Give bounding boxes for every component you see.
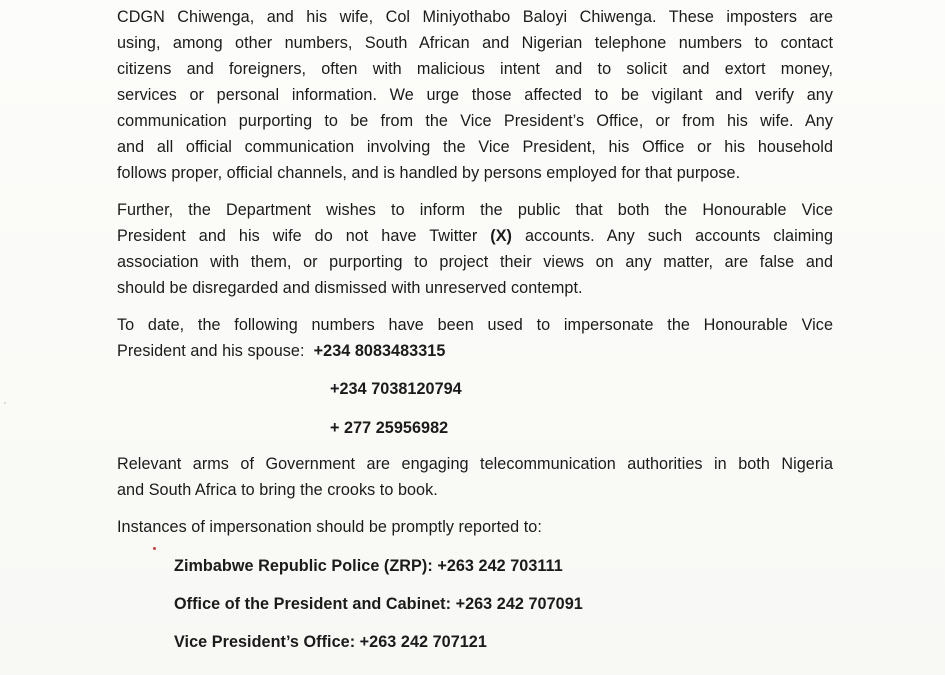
paragraph-numbers bbox=[117, 312, 833, 441]
text-line: Further, the Department wishes to inform the public that both the Honourable Vice bbox=[117, 201, 833, 219]
text-line bbox=[117, 223, 833, 249]
text-line: follows proper, official channels, and is handled by persons employed for that purpose. bbox=[117, 164, 741, 182]
phone-number-row bbox=[117, 376, 833, 402]
text-line: Relevant arms of Government are engaging telecommunication authorities in both Nigeria bbox=[117, 455, 833, 473]
text-line: using, among other numbers, South African and Nigerian telephone numbers to contact bbox=[117, 34, 833, 52]
text-line: association with them, or purporting to project their views on any matter, are false and bbox=[117, 253, 833, 271]
contact-vp-office: Vice President’s Office: +263 242 707121 bbox=[174, 633, 487, 651]
text-line bbox=[117, 338, 833, 364]
text-line: To date, the following numbers have been used to impersonate the Honourable Vice bbox=[117, 316, 833, 334]
text-line: and South Africa to bring the crooks to book. bbox=[117, 481, 438, 499]
paragraph-report bbox=[117, 514, 833, 655]
paragraph-imposters bbox=[117, 4, 833, 186]
phone-number: + 277 25956982 bbox=[330, 419, 449, 437]
text-fragment: accounts. Any such accounts claiming bbox=[511, 227, 833, 245]
text-line: CDGN Chiwenga, and his wife, Col Miniyothabo Baloyi Chiwenga. These imposters are bbox=[117, 8, 833, 26]
phone-number: +234 8083483315 bbox=[313, 342, 446, 360]
text-fragment: President and his spouse: bbox=[117, 342, 305, 360]
text-line: and all official communication involving the Vice President, his Office or his household bbox=[117, 138, 833, 156]
phone-number: +234 7038120794 bbox=[330, 380, 462, 398]
contact-opc: Office of the President and Cabinet: +263 242 707091 bbox=[174, 595, 583, 613]
text-line: should be disregarded and dismissed with unreserved contempt. bbox=[117, 279, 583, 297]
text-line: Instances of impersonation should be promptly reported to: bbox=[117, 518, 542, 536]
contact-zrp: Zimbabwe Republic Police (ZRP): +263 242 703111 bbox=[174, 557, 563, 575]
scan-speck bbox=[4, 402, 6, 404]
text-fragment: President and his wife do not have Twitter bbox=[117, 227, 491, 245]
twitter-x-label: (X) bbox=[490, 227, 512, 245]
text-line: communication purporting to be from the Vice President’s Office, or from his wife. Any bbox=[117, 112, 833, 130]
text-line: citizens and foreigners, often with malicious intent and to solicit and extort money, bbox=[117, 60, 833, 78]
paragraph-twitter bbox=[117, 197, 833, 301]
text-line: services or personal information. We urge those affected to be vigilant and verify any bbox=[117, 86, 833, 104]
ink-speck bbox=[153, 547, 156, 550]
phone-number-row bbox=[117, 415, 833, 441]
paragraph-telecom bbox=[117, 451, 833, 503]
document-body bbox=[117, 4, 833, 655]
